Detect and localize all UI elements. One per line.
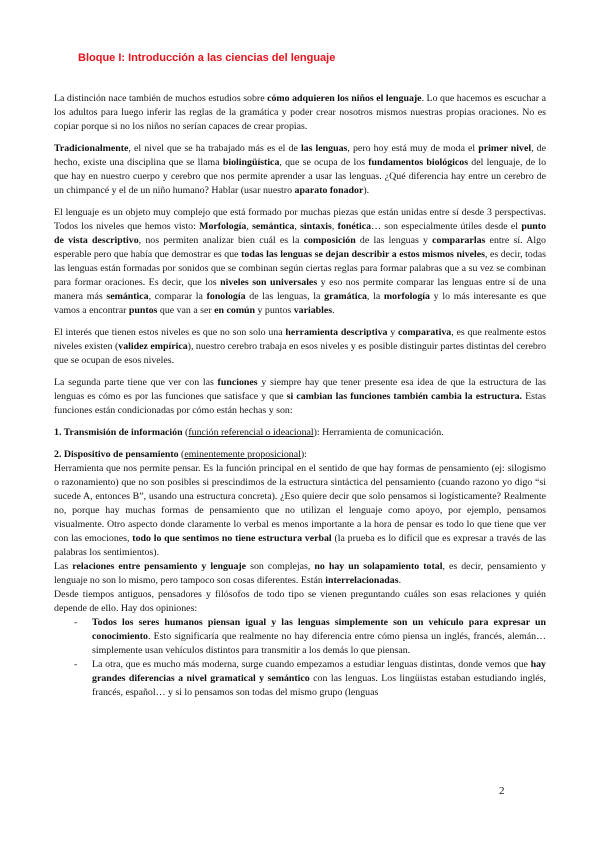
function-item-information: 1. Transmisión de información (función referencial o ideacional): Herramienta de comunicación. <box>54 427 444 438</box>
paragraph-opinions: Desde tiempos antiguos, pensadores y filósofos de todo tipo se vienen preguntando cuáles son esas relaciones y quién depende de ello. Hay dos opiniones: <box>54 589 546 614</box>
paragraph-thought-tool: Herramienta que nos permite pensar. Es la función principal en el sentido de que hay formas de pensamiento (ej: silogismo o razonamiento) que no son posibles si prescindimos de la estructura sintáctica del pensamiento (cuando razono yo digo “si sucede A, entonces B”, usando una estructura concreta). ¿Eso quiere decir que solo pensamos si logísticamente? Realmente no, porque hay muchas formas de pensamiento que no utilizan el lenguaje como apoyo, por ejemplo, pensamos visualmente. Otro aspecto donde claramente lo verbal es menos importante a la hora de pensar es todo lo que tiene que ver con las emociones, todo lo que sentimos no tiene estructura verbal (la prueba es lo difícil que es expresar a través de las palabras los sentimientos). <box>54 463 547 558</box>
function-item-thought: 2. Dispositivo de pensamiento (eminentemente proposicional): <box>54 449 307 460</box>
list-item: - La otra, que es mucho más moderna, surge cuando empezamos a estudiar lenguas distintas, donde vemos que hay grandes diferencias a nivel gramatical y semántico con las lenguas. Los lingüistas estaban estudiando inglés, francés, español… y si lo pensamos son todas del mismo grupo (lenguas <box>74 659 546 698</box>
page-number: 2 <box>499 785 505 797</box>
bullet-dash: - <box>74 659 78 670</box>
opinions-list <box>54 616 546 700</box>
paragraph-relations: Las relaciones entre pensamiento y lenguaje son complejas, no hay un solapamiento total, es decir, pensamiento y lenguaje no son lo mismo, pero tampoco son cosas diferentes. Están interrelacionadas. <box>54 561 546 586</box>
bullet-dash: - <box>74 617 78 628</box>
list-item: - Todos los seres humanos piensan igual y las lenguas simplemente son un vehículo para expresar un conocimiento. Esto significaría que realmente no hay diferencia entre cómo piensa un inglés, francés, alemán… simplemente usan vehículos distintos para transmitir a los demás lo que piensan. <box>74 617 546 656</box>
paragraph-biolinguistics: Tradicionalmente, el nivel que se ha trabajado más es el de las lenguas, pero hoy está muy de moda el primer nivel, de hecho, existe una disciplina que se llama biolingüística, que se ocupa de los fundamentos biológicos del lenguaje, de lo que hay en nuestro cuerpo y cerebro que nos permite aprender a usar las lenguas. ¿Qué diferencia hay entre un cerebro de un chimpancé y el de un niño humano? Hablar (usar nuestro aparato fonador). <box>54 143 547 196</box>
document-body <box>54 92 546 700</box>
paragraph-levels: El lenguaje es un objeto muy complejo que está formado por muchas piezas que están unidas entre sí desde 3 perspectivas. Todos los niveles que hemos visto: Morfología, semántica, sintaxis, fonética… son especialmente útiles desde el punto de vista descriptivo, nos permiten analizar bien cuál es la composición de las lenguas y compararlas entre sí. Algo esperable pero que había que demostrar es que todas las lenguas se dejan describir a estos mismos niveles, es decir, todas las lenguas están formadas por sonidos que se combinan según ciertas reglas para formar palabras que a su vez se combinan para formar oraciones. Es decir, que los niveles son universales y eso nos permite comparar las lenguas entre sí de una manera más semántica, comparar la fonología de las lenguas, la gramática, la morfología y lo más interesante es que vamos a encontrar puntos que van a ser en común y puntos variables. <box>54 207 547 316</box>
paragraph-functions: La segunda parte tiene que ver con las funciones y siempre hay que tener presente esa idea de que la estructura de las lenguas es cómo es por las funciones que satisface y que si cambian las funciones también cambia la estructura. Estas funciones están condicionadas por cómo están hechas y son: <box>54 377 546 416</box>
paragraph-acquisition: La distinción nace también de muchos estudios sobre cómo adquieren los niños el lenguaje. Lo que hacemos es escuchar a los adultos para luego inferir las reglas de la gramática y poder crear nosotros mismos nuestras propias oraciones. No es copiar porque si no los niños no serían capaces de crear propias. <box>54 93 546 132</box>
section-title: Bloque I: Introducción a las ciencias del lenguaje <box>78 52 336 64</box>
paragraph-empirical-validity: El interés que tienen estos niveles es que no son solo una herramienta descriptiva y comparativa, es que realmente estos niveles existen (validez empírica), nuestro cerebro trabaja en esos niveles y es posible distinguir partes distintas del cerebro que se ocupan de esos niveles. <box>54 327 547 366</box>
